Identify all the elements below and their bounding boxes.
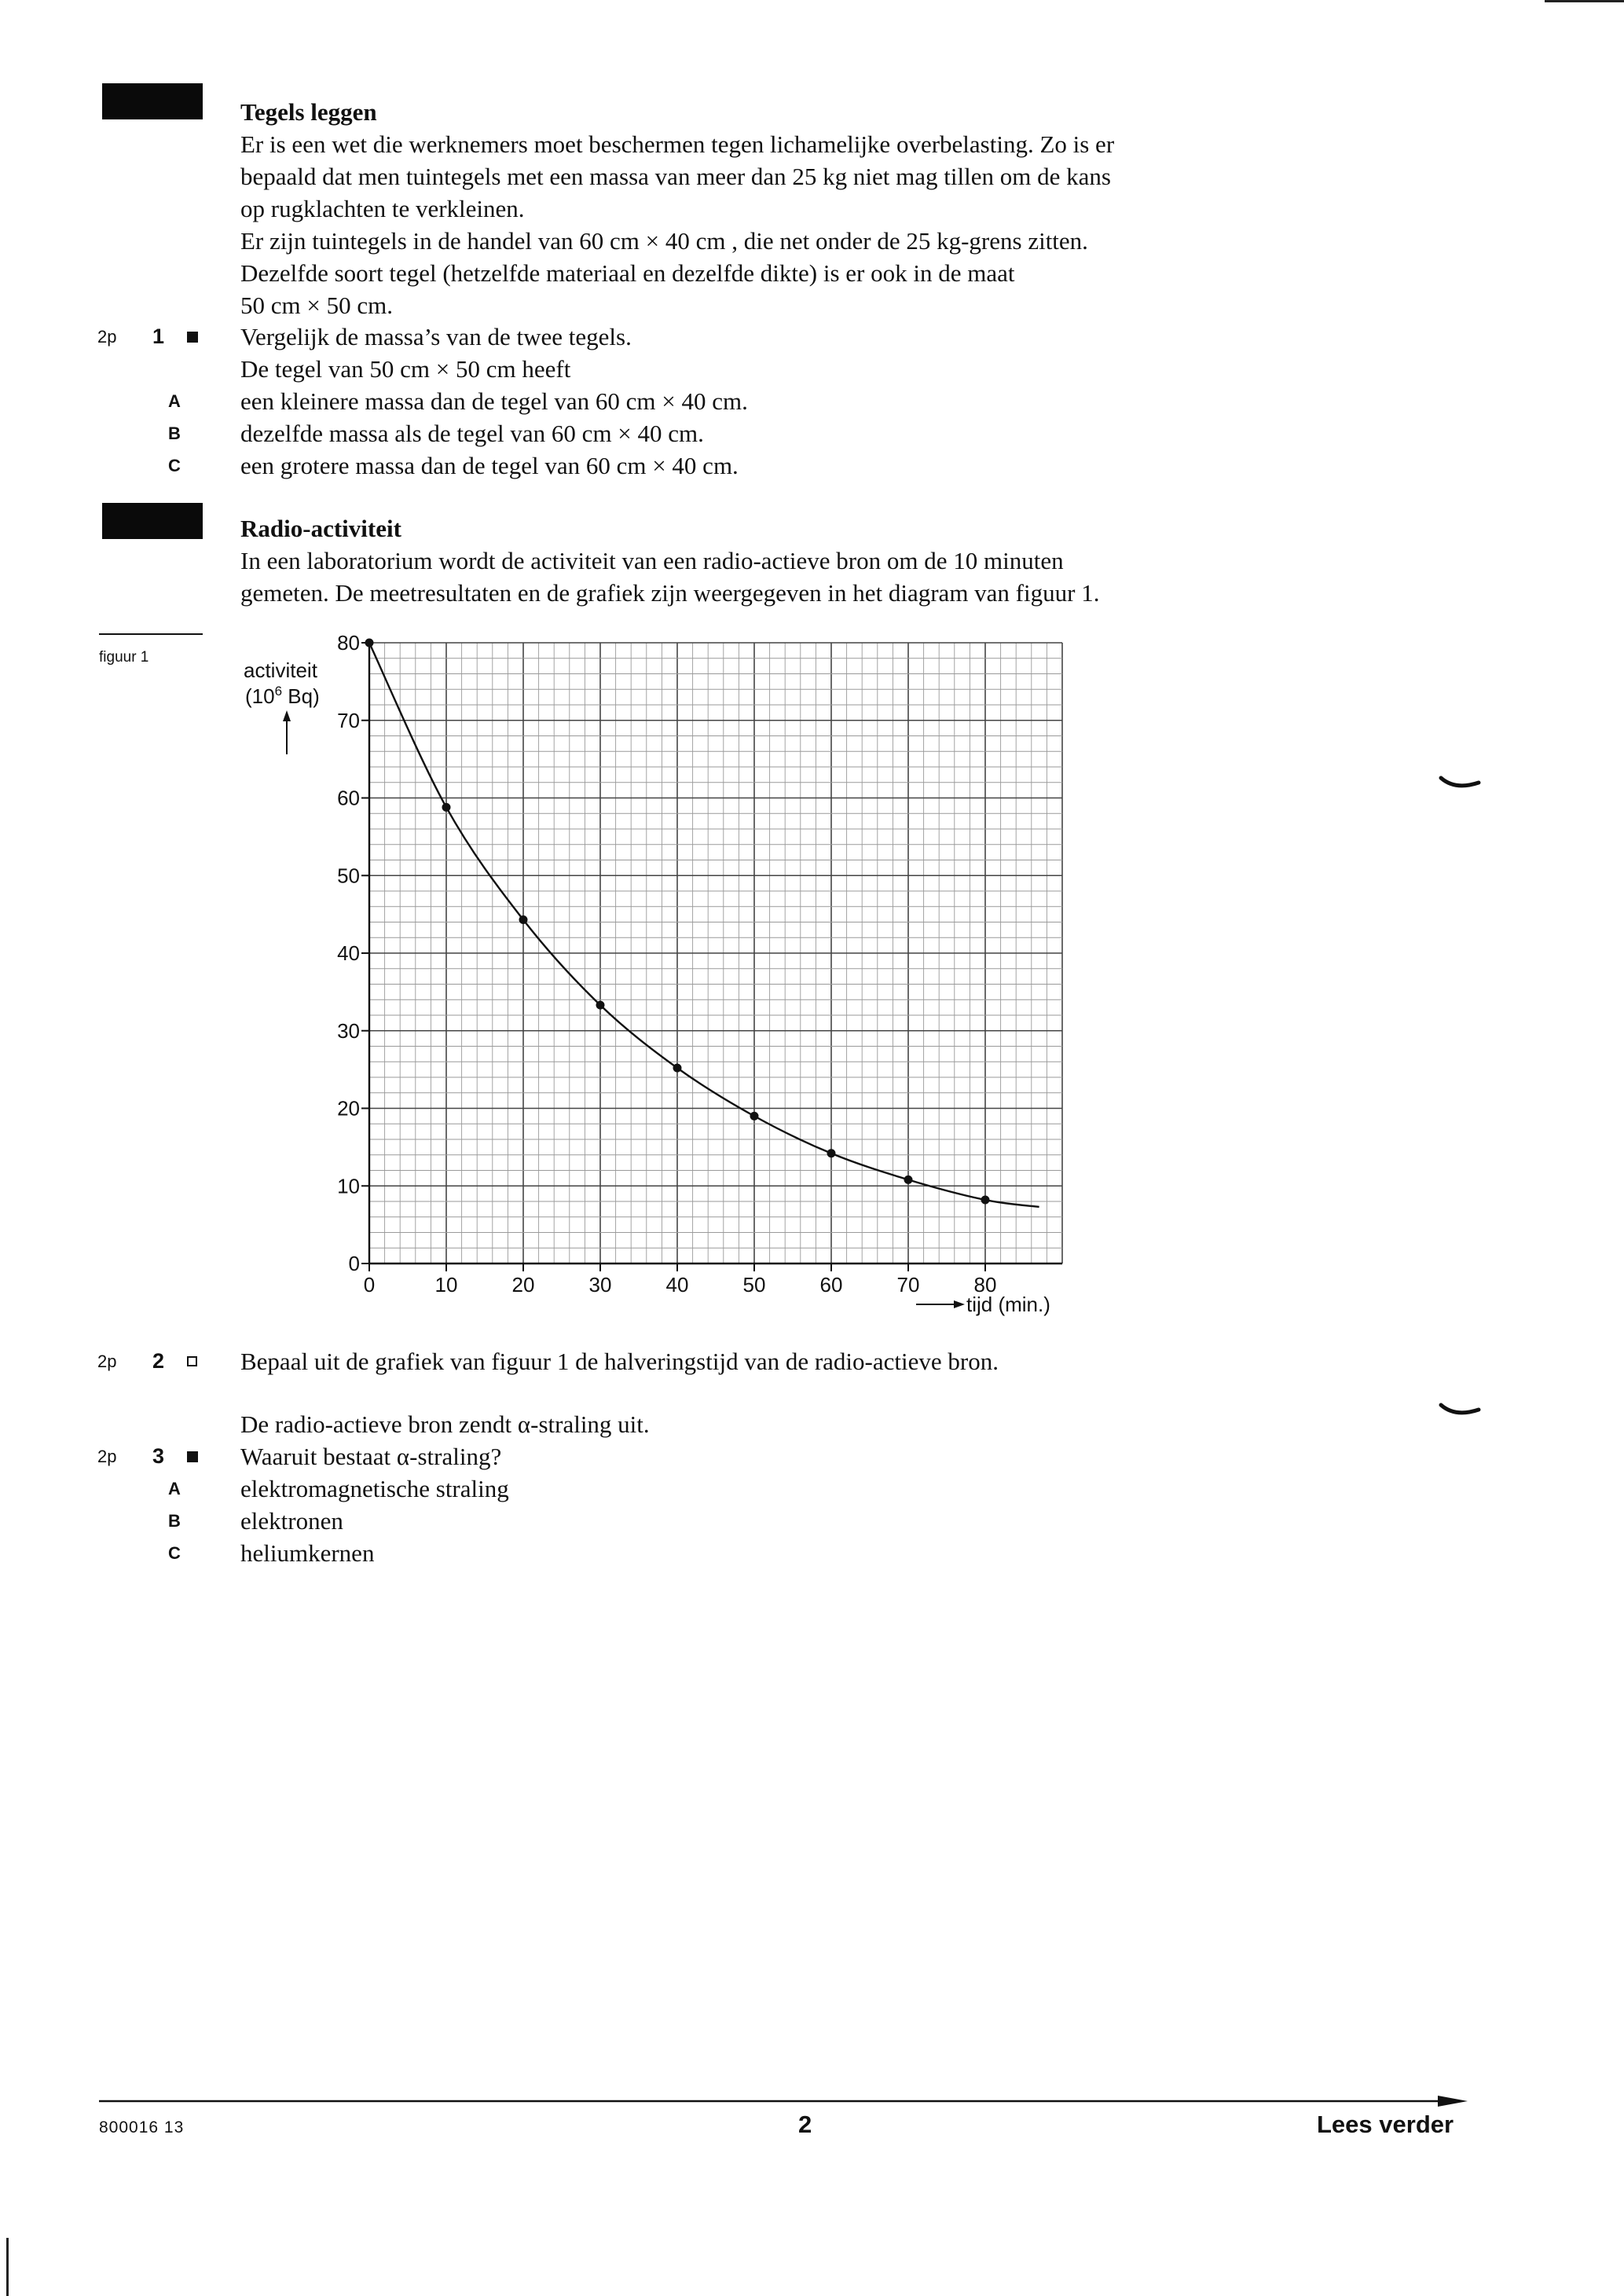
scan-mark-icon: [1438, 770, 1485, 801]
edge-mark: [6, 2238, 9, 2296]
question1-number: 1: [152, 325, 165, 348]
x-tick-label: 20: [511, 1273, 535, 1297]
question1-points: 2p: [97, 327, 117, 347]
option-text-c: heliumkernen: [240, 1539, 375, 1567]
footer-page-number: 2: [798, 2111, 812, 2138]
intro-line: gemeten. De meetresultaten en de grafiek zijn weergegeven in het diagram van figuur 1.: [240, 579, 1100, 607]
y-tick-label: 70: [337, 708, 360, 732]
chart-grid: [369, 643, 1062, 1264]
y-axis-unit: ($10^6$ Bq): [245, 684, 320, 708]
y-tick-label: 30: [337, 1018, 360, 1043]
option-text-a: elektromagnetische straling: [240, 1475, 509, 1502]
footer-arrow-icon: [99, 2093, 1469, 2109]
question3-number: 3: [152, 1444, 165, 1468]
option-text-a: een kleinere massa dan de tegel van 60 cm × 40 cm.: [240, 387, 748, 415]
scan-mark-icon: [1438, 1397, 1485, 1429]
section-title-radio: Radio-activiteit: [240, 515, 401, 542]
intro-line: In een laboratorium wordt de activiteit van een radio-actieve bron om de 10 minuten: [240, 547, 1064, 574]
y-tick-label: 80: [337, 631, 360, 655]
data-point: [981, 1196, 990, 1205]
x-tick-label: 70: [896, 1273, 920, 1297]
question-line: De tegel van 50 cm × 50 cm heeft: [240, 355, 571, 383]
data-point: [904, 1176, 913, 1184]
data-point: [750, 1112, 759, 1120]
y-tick-label: 50: [337, 864, 360, 888]
intro-line: Dezelfde soort tegel (hetzelfde materiaal en dezelfde dikte) is er ook in de maat: [240, 259, 1015, 287]
intro-line: Er zijn tuintegels in de handel van 60 cm × 40 cm , die net onder de 25 kg-grens zitten.: [240, 227, 1088, 255]
question2-points: 2p: [97, 1352, 117, 1371]
x-tick-label: 10: [434, 1273, 458, 1297]
question3-points: 2p: [97, 1447, 117, 1466]
data-point: [442, 803, 451, 812]
closed-question-marker-icon: [187, 1451, 198, 1462]
option-letter-a: A: [168, 391, 181, 411]
option-letter-c: C: [168, 456, 181, 475]
option-text-b: dezelfde massa als de tegel van 60 cm × 40 cm.: [240, 420, 704, 447]
x-axis-label: tijd (min.): [966, 1293, 1050, 1316]
alpha-statement: De radio-actieve bron zendt α-straling uit.: [240, 1410, 650, 1438]
intro-line: op rugklachten te verkleinen.: [240, 195, 525, 222]
y-tick-label: 60: [337, 786, 360, 810]
x-tick-label: 30: [588, 1273, 612, 1297]
edge-mark: [1545, 0, 1624, 2]
x-tick-label: 40: [665, 1273, 689, 1297]
option-letter-b: B: [168, 424, 181, 443]
x-tick-label: 0: [363, 1273, 376, 1297]
option-letter-b: B: [168, 1511, 181, 1531]
x-axis-arrow-icon: [916, 1300, 965, 1308]
data-point: [596, 1001, 605, 1010]
intro-line: 50 cm × 50 cm.: [240, 292, 393, 319]
y-axis-arrow-icon: [283, 710, 291, 754]
question2-text: Bepaal uit de grafiek van figuur 1 de halveringstijd van de radio-actieve bron.: [240, 1348, 999, 1375]
footer-continue-text: Lees verder: [1317, 2111, 1454, 2138]
question-line: Vergelijk de massa’s van de twee tegels.: [240, 323, 632, 350]
intro-line: Er is een wet die werknemers moet beschermen tegen lichamelijke overbelasting. Zo is er: [240, 130, 1115, 158]
x-tick-label: 60: [819, 1273, 843, 1297]
x-tick-label: 50: [742, 1273, 766, 1297]
y-tick-label: 0: [348, 1252, 360, 1275]
data-point: [673, 1064, 682, 1073]
x-tick-label: 80: [973, 1273, 997, 1297]
data-point: [519, 915, 528, 924]
data-point: [365, 639, 374, 647]
section-title-tegels: Tegels leggen: [240, 98, 377, 126]
option-letter-c: C: [168, 1543, 181, 1563]
option-text-c: een grotere massa dan de tegel van 60 cm × 40 cm.: [240, 452, 739, 479]
y-tick-label: 10: [337, 1174, 360, 1198]
y-tick-label: 40: [337, 941, 360, 965]
option-letter-a: A: [168, 1479, 181, 1498]
data-point: [827, 1149, 836, 1157]
decay-curve: [369, 643, 1039, 1207]
question2-number: 2: [152, 1349, 165, 1373]
option-text-b: elektronen: [240, 1507, 343, 1535]
question3-text: Waaruit bestaat α-straling?: [240, 1443, 502, 1470]
y-axis-label: activiteit: [244, 658, 317, 682]
open-question-marker-icon: [187, 1356, 197, 1366]
footer-exam-code: 800016 13: [99, 2118, 185, 2136]
figure-label: figuur 1: [99, 649, 149, 666]
chart-ticks: [337, 631, 996, 1297]
intro-line: bepaald dat men tuintegels met een massa van meer dan 25 kg niet mag tillen om de kans: [240, 163, 1111, 190]
y-tick-label: 20: [337, 1096, 360, 1120]
